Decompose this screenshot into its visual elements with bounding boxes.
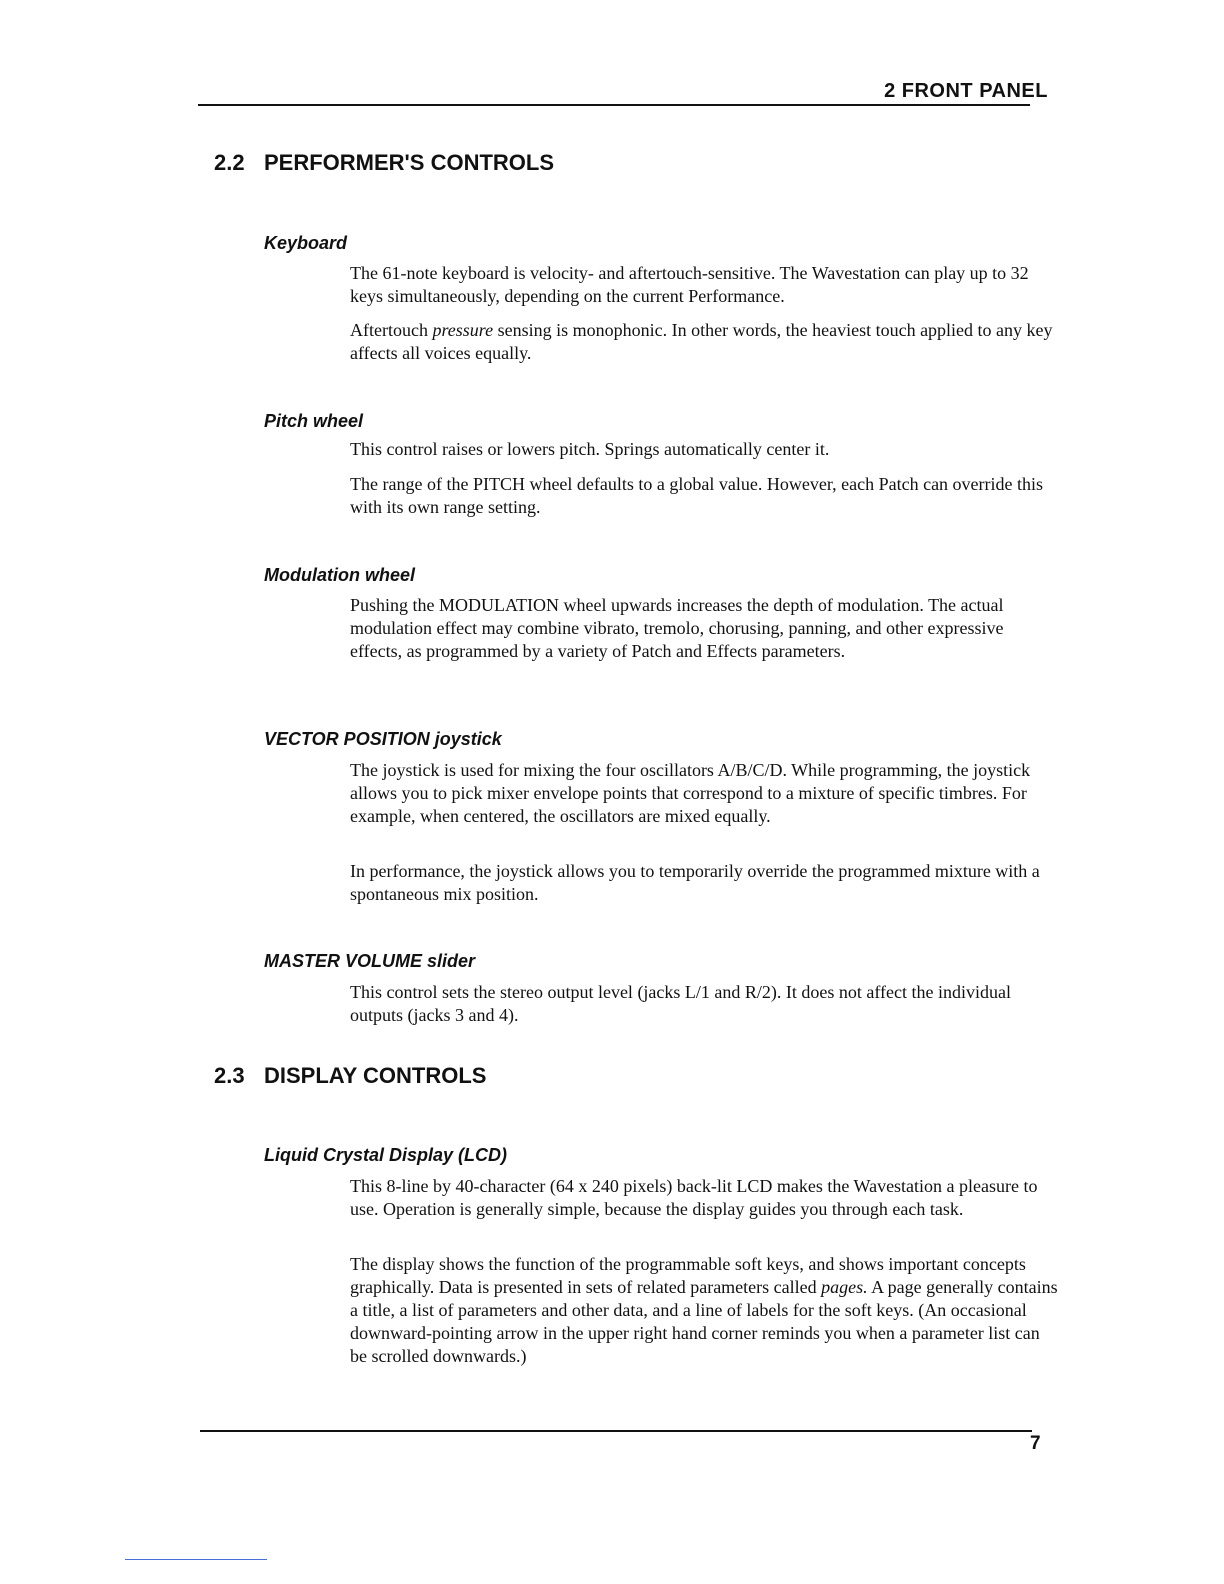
subheading-keyboard: Keyboard [264, 233, 348, 253]
emphasis-pages: pages. [821, 1277, 868, 1297]
subheading-vector-joystick: VECTOR POSITION joystick [264, 729, 502, 749]
paragraph-master-1: This control sets the stereo output level (jacks L/1 and R/2). It does not affect the individual outputs (jacks 3 and 4). [350, 982, 1012, 1025]
section-heading-2-3 [214, 1063, 486, 1089]
footer-rule [200, 1430, 1032, 1432]
paragraph-vector-2: In performance, the joystick allows you to temporarily override the programmed mixture with a spontaneous mix position. [350, 861, 1040, 904]
paragraph-pitch-1: This control raises or lowers pitch. Springs automatically center it. [350, 439, 830, 459]
paragraph-vector-1: The joystick is used for mixing the four oscillators A/B/C/D. While programming, the joystick allows you to pick mixer envelope points that correspond to a mixture of specific timbres. For example, when centered, the oscillators are mixed equally. [350, 760, 1031, 826]
paragraph-lcd-1: This 8-line by 40-character (64 x 240 pixels) back-lit LCD makes the Wavestation a pleasure to use. Operation is generally simple, because the display guides you through each task. [350, 1176, 1038, 1219]
section-heading-2-2 [214, 150, 554, 176]
section-number: 2.3 [214, 1063, 245, 1088]
section-number: 2.2 [214, 150, 245, 175]
subheading-master-volume: MASTER VOLUME slider [264, 951, 476, 971]
scan-artifact-line [125, 1559, 267, 1560]
text-run: sensing is monophonic. In other words, the heaviest touch applied to any key affects all voices equally. [350, 320, 1053, 363]
section-title: PERFORMER'S CONTROLS [264, 150, 555, 175]
paragraph-keyboard-1: The 61-note keyboard is velocity- and aftertouch-sensitive. The Wavestation can play up to 32 keys simultaneously, depending on the current Performance. [350, 263, 1029, 306]
subheading-pitch-wheel: Pitch wheel [264, 411, 364, 431]
emphasis-pressure: pressure [432, 320, 494, 340]
paragraph-pitch-2: The range of the PITCH wheel defaults to a global value. However, each Patch can override this with its own range setting. [350, 474, 1044, 517]
paragraph-keyboard-2 [350, 319, 1060, 365]
header-rule [198, 104, 1030, 106]
page-header-title: 2 FRONT PANEL [884, 80, 1048, 102]
text-run: Aftertouch [350, 320, 433, 340]
section-title: DISPLAY CONTROLS [264, 1063, 487, 1088]
subheading-modulation-wheel: Modulation wheel [264, 565, 415, 585]
text-run: The display shows the function of the programmable soft keys, and shows important concepts graphically. Data is presented in sets of related parameters called [350, 1254, 1026, 1297]
page-number: 7 [1030, 1433, 1041, 1454]
subheading-lcd: Liquid Crystal Display (LCD) [264, 1145, 508, 1165]
paragraph-modulation-1: Pushing the MODULATION wheel upwards increases the depth of modulation. The actual modulation effect may combine vibrato, tremolo, chorusing, panning, and other expressive effects, as programmed by a variety of Patch and Effects parameters. [350, 595, 1004, 661]
text-run: A page generally contains a title, a list of parameters and other data, and a line of labels for the soft keys. (An occasional downward-pointing arrow in the upper right hand corner reminds you when a parameter list can be scrolled downwards.) [350, 1277, 1058, 1366]
paragraph-lcd-2 [350, 1253, 1060, 1368]
